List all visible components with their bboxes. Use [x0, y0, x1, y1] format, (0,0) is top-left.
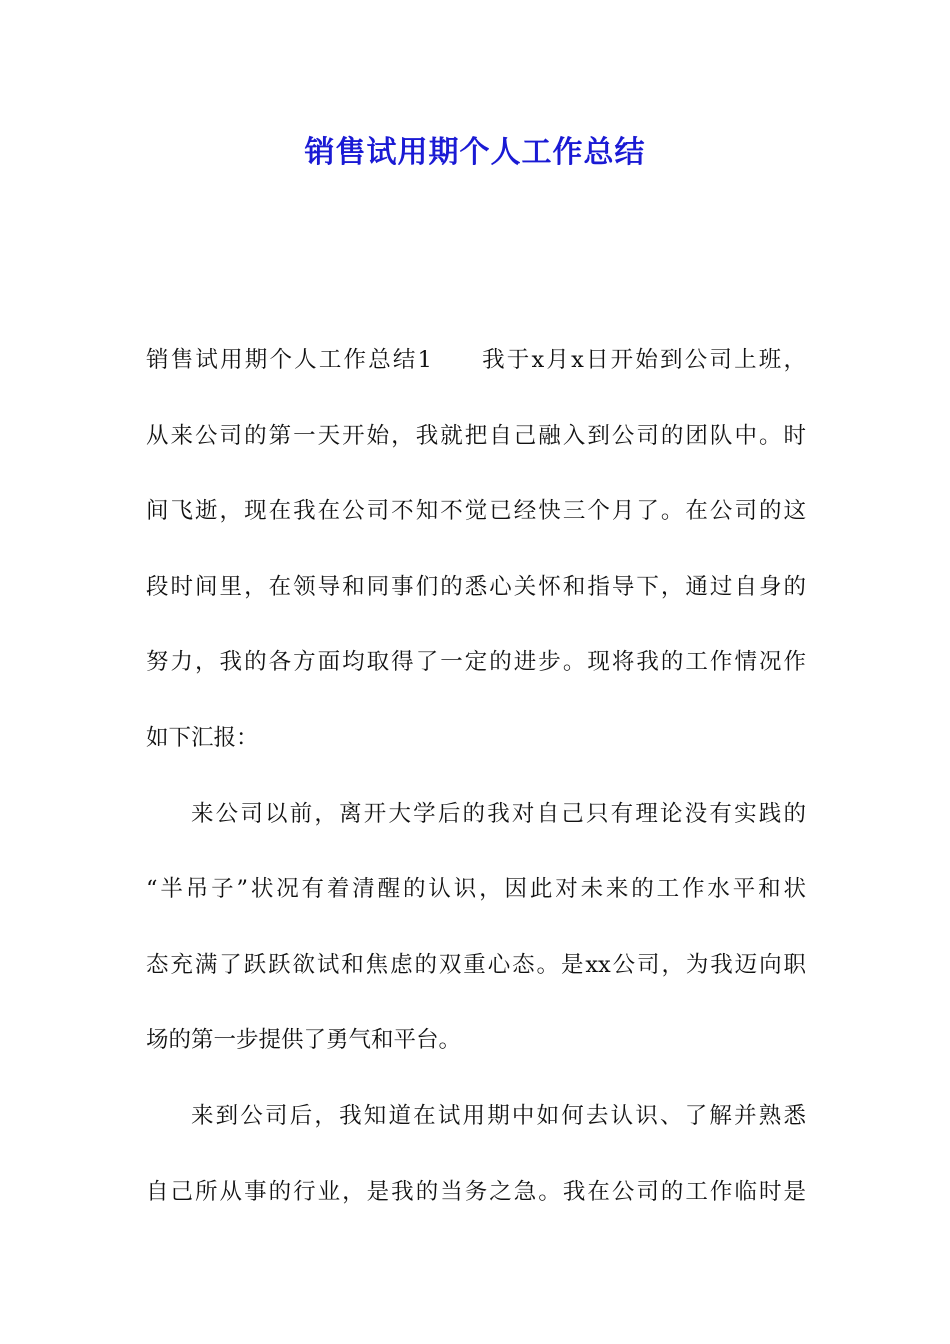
body-line-5: 努力，我的各方面均取得了一定的进步。现将我的工作情况作: [146, 649, 806, 676]
body-line-9: 态充满了跃跃欲试和焦虑的双重心态。是xx公司，为我迈向职: [146, 951, 806, 978]
body-line-8: “半吊子”状况有着清醒的认识，因此对未来的工作水平和状: [146, 876, 806, 903]
document-body: [146, 336, 806, 1243]
document-title: 销售试用期个人工作总结: [304, 135, 646, 170]
body-line-4: 段时间里，在领导和同事们的悉心关怀和指导下，通过自身的: [146, 573, 806, 600]
body-line-10: 场的第一步提供了勇气和平台。: [146, 1027, 462, 1054]
body-line-2: 从来公司的第一天开始，我就把自己融入到公司的团队中。时: [146, 422, 806, 449]
body-line-12: 自己所从事的行业，是我的当务之急。我在公司的工作临时是: [146, 1178, 806, 1205]
body-line-6: 如下汇报：: [146, 724, 259, 751]
body-line-3: 间飞逝，现在我在公司不知不觉已经快三个月了。在公司的这: [146, 498, 806, 525]
body-line-7: 来公司以前，离开大学后的我对自己只有理论没有实践的: [191, 800, 806, 827]
section-heading: 销售试用期个人工作总结1: [146, 347, 432, 373]
body-line-1: [146, 336, 806, 412]
body-line-11: 来到公司后，我知道在试用期中如何去认识、了解并熟悉: [191, 1102, 806, 1129]
body-line-1-text: 我于x月x日开始到公司上班，: [479, 347, 806, 373]
